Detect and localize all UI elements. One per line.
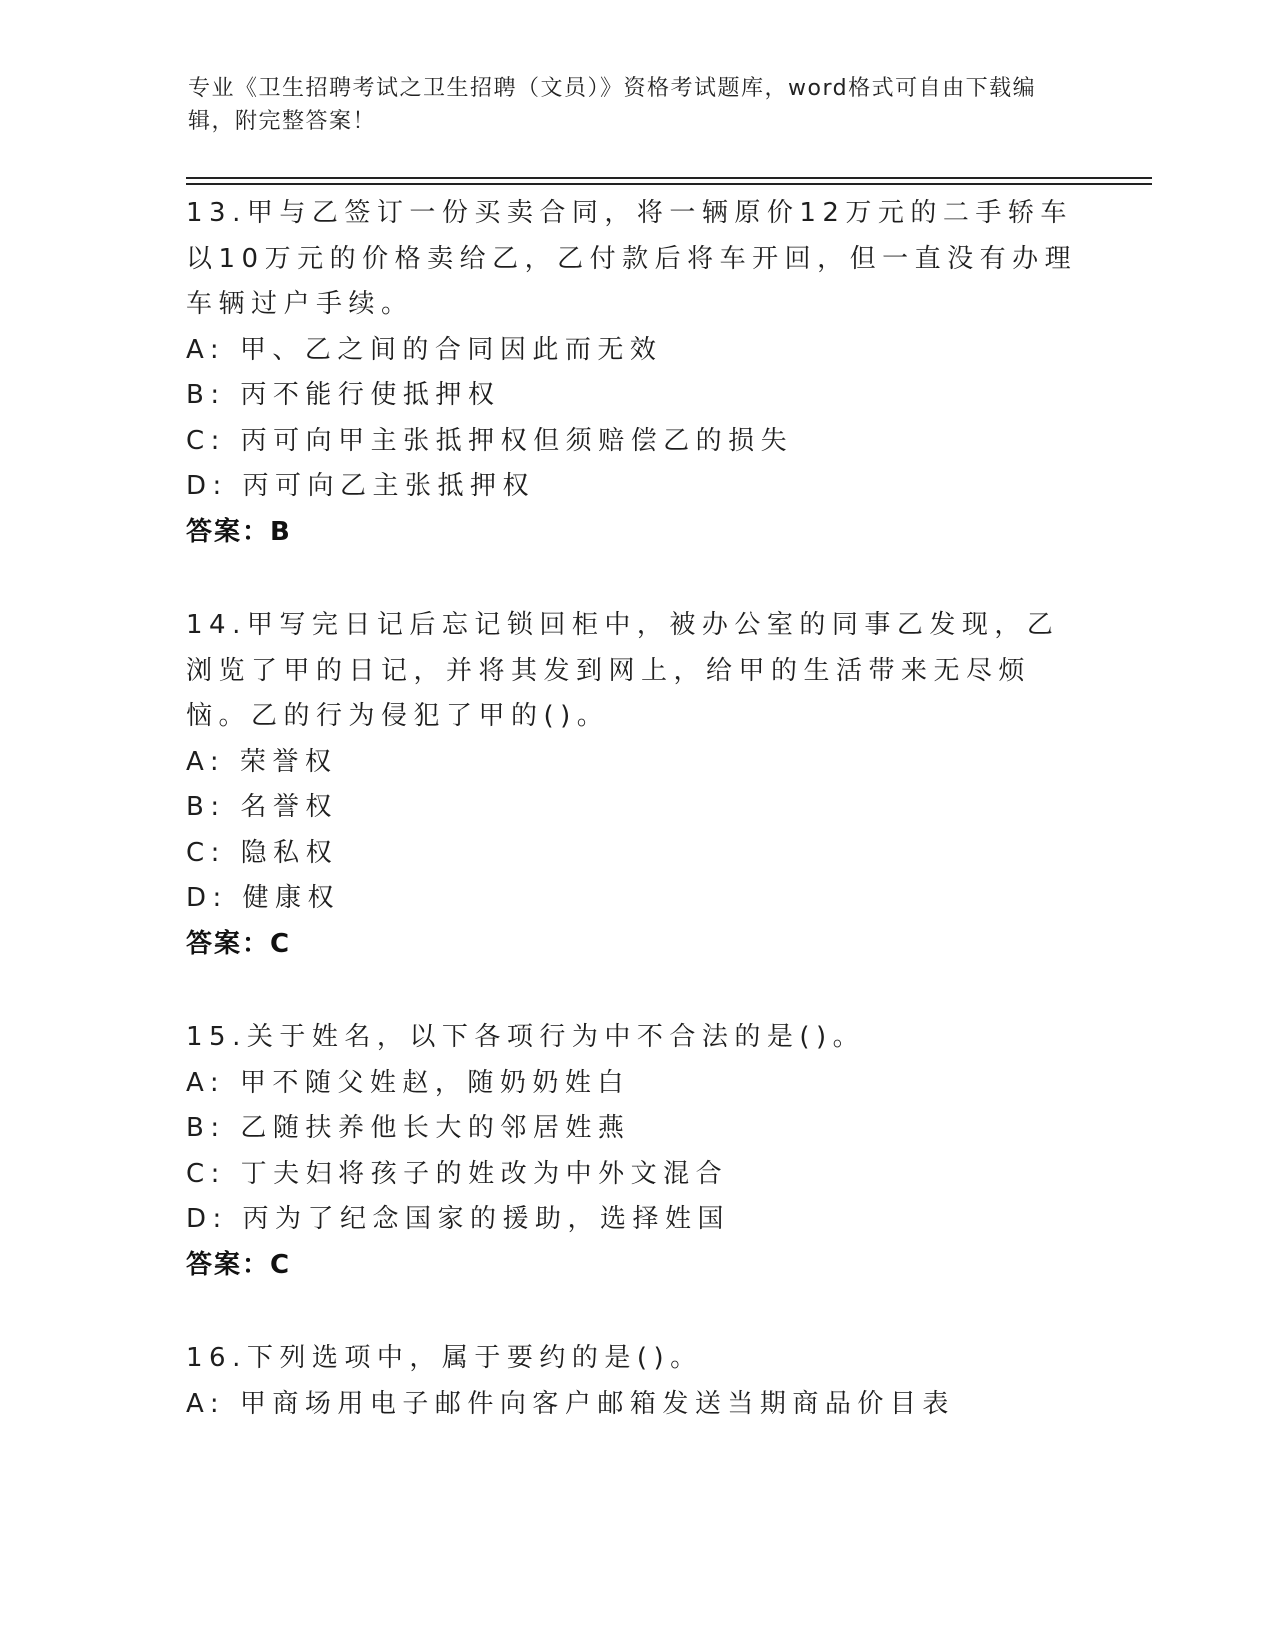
question-text: 16.下列选项中，属于要约的是()。 [186,1343,703,1373]
option-c: C: 隐私权 [186,837,339,868]
answer-line: 答案：C [186,928,292,959]
question-text: 13.甲与乙签订一份买卖合同，将一辆原价12万元的二手轿车以10万元的价格卖给乙，乙付款后将车开回，但一直没有办理车辆过户手续。 [186,198,1078,319]
question-text: 14.甲写完日记后忘记锁回柜中，被办公室的同事乙发现，乙浏览了甲的日记，并将其发到网上，给甲的生活带来无尽烦恼。乙的行为侵犯了甲的()。 [186,610,1060,731]
option-b: B: 名誉权 [186,792,338,822]
option-a: A: 甲、乙之间的合同因此而无效 [186,334,663,365]
option-b: B: 丙不能行使抵押权 [186,380,501,410]
document-header: 专业《卫生招聘考试之卫生招聘（文员）》资格考试题库，word格式可自由下载编辑，附完整答案！ [188,76,1037,134]
question-13 [186,188,1086,555]
question-spacer [186,967,1086,1012]
option-d: D: 健康权 [186,883,341,913]
option-d: D: 丙为了纪念国家的援助，选择姓国 [186,1204,731,1234]
question-15 [186,1012,1086,1288]
option-a: A: 荣誉权 [186,746,338,777]
header-divider-bottom [186,183,1152,185]
option-a: A: 甲商场用电子邮件向客户邮箱发送当期商品价目表 [186,1388,955,1419]
option-c: C: 丙可向甲主张抵押权但须赔偿乙的损失 [186,425,794,456]
answer-line: 答案：C [186,1249,292,1280]
option-d: D: 丙可向乙主张抵押权 [186,471,536,501]
question-spacer [186,555,1086,600]
question-14 [186,600,1086,967]
option-b: B: 乙随扶养他长大的邻居姓燕 [186,1113,631,1143]
question-text: 15.关于姓名，以下各项行为中不合法的是()。 [186,1022,866,1052]
question-16 [186,1333,1086,1427]
question-list [186,188,1086,1427]
answer-line: 答案：B [186,516,292,547]
option-c: C: 丁夫妇将孩子的姓改为中外文混合 [186,1158,729,1189]
header-divider-top [186,177,1152,179]
question-spacer [186,1288,1086,1333]
option-a: A: 甲不随父姓赵，随奶奶姓白 [186,1067,630,1098]
